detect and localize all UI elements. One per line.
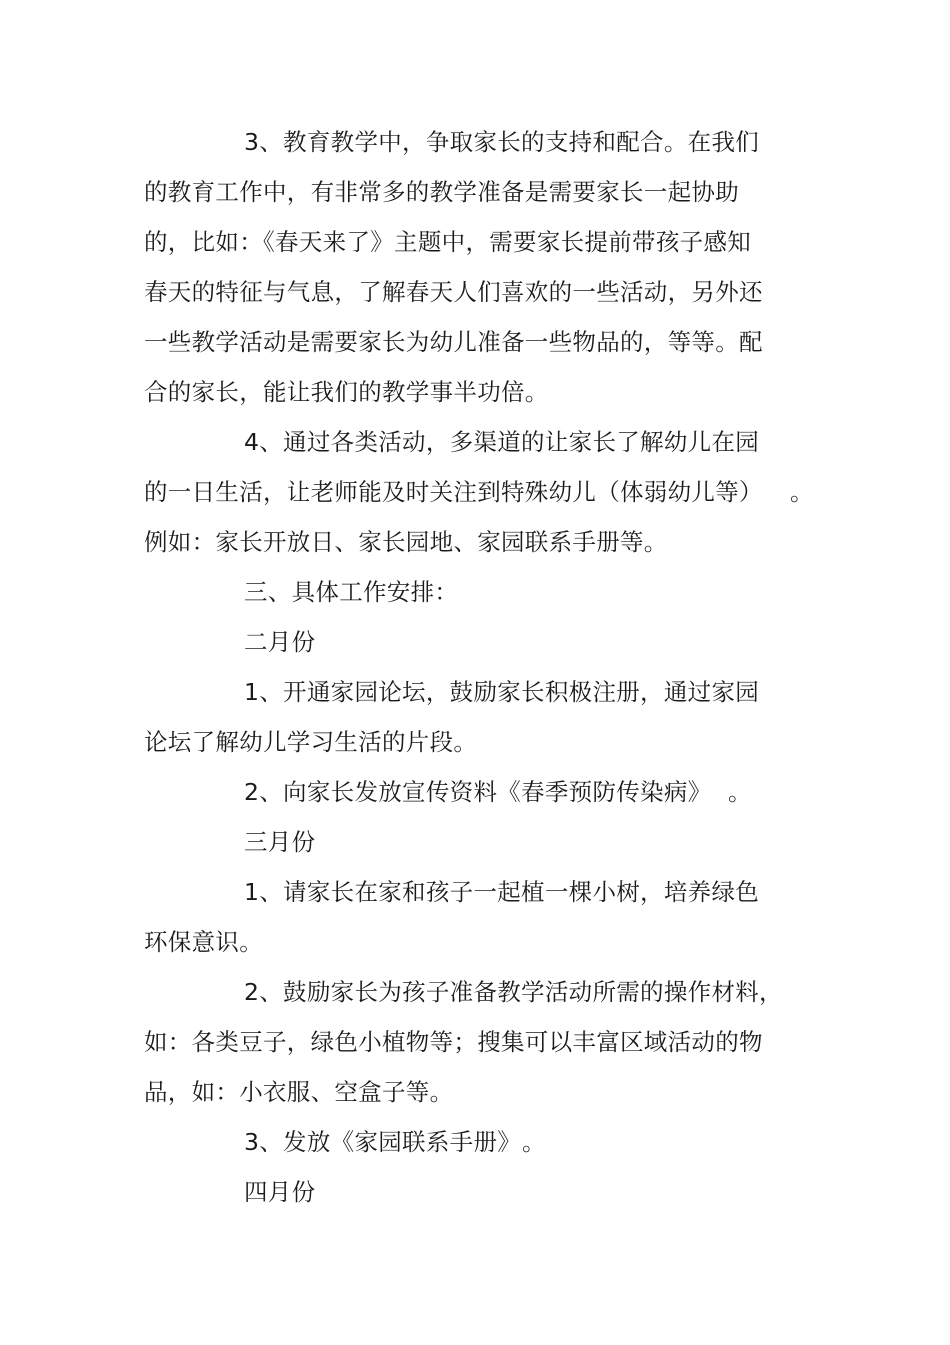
march-item-2-line-2: 如：各类豆子，绿色小植物等；搜集可以丰富区域活动的物 xyxy=(144,1028,763,1056)
section-heading: 三、具体工作安排： xyxy=(244,578,459,606)
march-item-2-line-1: 2、鼓励家长为孩子准备教学活动所需的操作材料， xyxy=(244,978,783,1006)
paragraph-3-line-5: 一些教学活动是需要家长为幼儿准备一些物品的，等等。配 xyxy=(144,328,763,356)
february-item-2: 2、向家长发放宣传资料《春季预防传染病》 xyxy=(244,778,712,806)
february-item-2-trailing-period: 。 xyxy=(728,778,752,806)
month-heading-april: 四月份 xyxy=(244,1178,316,1206)
march-item-2-line-3: 品，如：小衣服、空盒子等。 xyxy=(144,1078,454,1106)
paragraph-3-line-1: 3、教育教学中，争取家长的支持和配合。在我们 xyxy=(244,128,760,156)
paragraph-4-line-1: 4、通过各类活动，多渠道的让家长了解幼儿在园 xyxy=(244,428,760,456)
paragraph-4-line-2: 的一日生活，让老师能及时关注到特殊幼儿（体弱幼儿等） xyxy=(144,478,763,506)
month-heading-march: 三月份 xyxy=(244,828,316,856)
paragraph-3-line-3: 的，比如：《春天来了》主题中，需要家长提前带孩子感知 xyxy=(144,228,752,256)
february-item-1-line-2: 论坛了解幼儿学习生活的片段。 xyxy=(144,728,478,756)
march-item-1-line-1: 1、请家长在家和孩子一起植一棵小树，培养绿色 xyxy=(244,878,760,906)
paragraph-3-line-6: 合的家长，能让我们的教学事半功倍。 xyxy=(144,378,549,406)
paragraph-4-trailing-period: 。 xyxy=(790,478,814,506)
february-item-1-line-1: 1、开通家园论坛，鼓励家长积极注册，通过家园 xyxy=(244,678,760,706)
paragraph-3-line-4: 春天的特征与气息，了解春天人们喜欢的一些活动，另外还 xyxy=(144,278,763,306)
march-item-1-line-2: 环保意识。 xyxy=(144,928,263,956)
march-item-3: 3、发放《家园联系手册》 xyxy=(244,1128,522,1156)
paragraph-3-line-2: 的教育工作中，有非常多的教学准备是需要家长一起协助 xyxy=(144,178,739,206)
paragraph-4-line-3: 例如：家长开放日、家长园地、家园联系手册等。 xyxy=(144,528,668,556)
month-heading-february: 二月份 xyxy=(244,628,316,656)
march-item-3-trailing-period: 。 xyxy=(522,1128,546,1156)
